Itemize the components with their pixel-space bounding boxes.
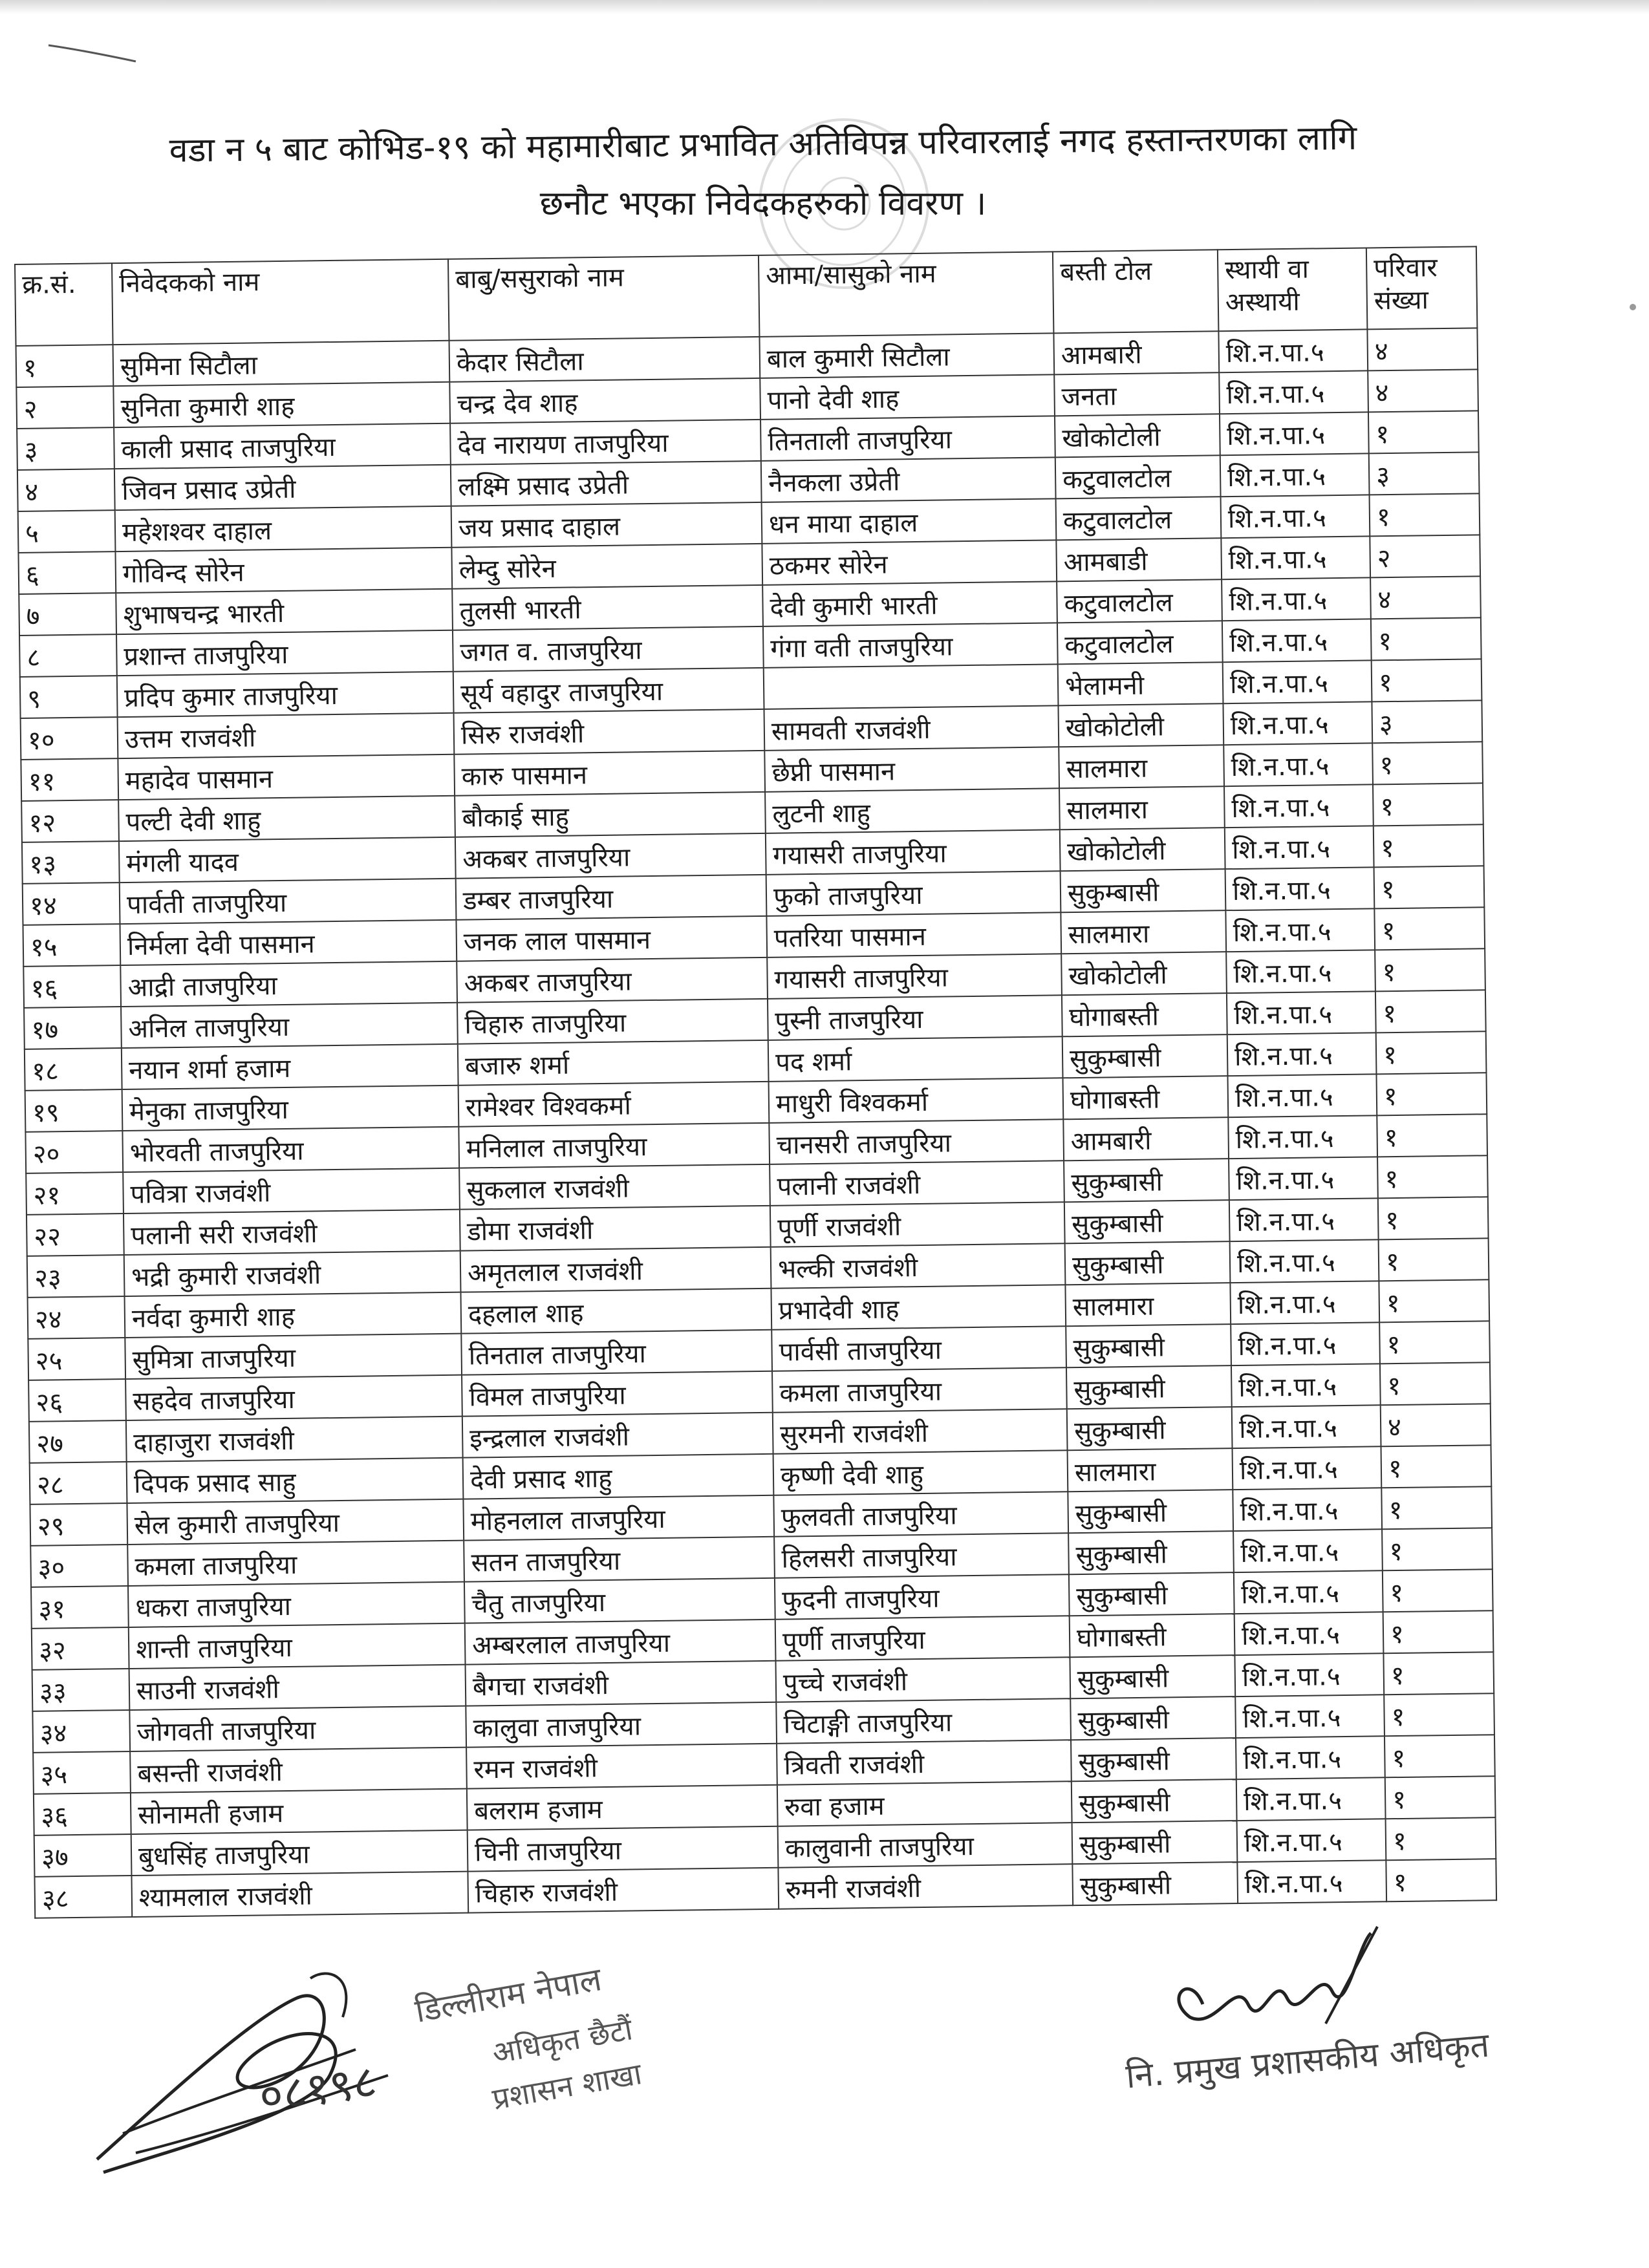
settlement-cell: कटुवालटोल bbox=[1056, 497, 1222, 540]
applicant-name-cell: धकरा ताजपुरिया bbox=[128, 1582, 465, 1627]
mother-name-cell: सुरमनी राजवंशी bbox=[773, 1409, 1068, 1454]
settlement-cell: कटुवालटोल bbox=[1057, 621, 1223, 664]
settlement-cell: सालमारा bbox=[1061, 910, 1226, 954]
settlement-cell: खोकोटोली bbox=[1058, 703, 1223, 747]
father-name-cell: अकबर ताजपुरिया bbox=[455, 833, 766, 879]
title-line-1: वडा न ५ बाट कोभिड-१९ को महामारीबाट प्रभावित अतिविपन्न परिवारलाई नगद हस्तान्तरणका लागि bbox=[169, 118, 1357, 171]
residency-cell: शि.न.पा.५ bbox=[1232, 1405, 1381, 1448]
father-name-cell: सतन ताजपुरिया bbox=[464, 1537, 775, 1582]
settlement-cell: खोकोटोली bbox=[1061, 952, 1227, 995]
residency-cell: शि.न.पा.५ bbox=[1237, 1819, 1386, 1862]
applicant-name-cell: शान्ती ताजपुरिया bbox=[129, 1623, 466, 1669]
applicant-name-cell: नर्वदा कुमारी शाह bbox=[125, 1292, 462, 1338]
father-name-cell: अमृतलाल राजवंशी bbox=[460, 1247, 771, 1292]
family-size-cell: १ bbox=[1377, 1114, 1487, 1157]
applicant-name-cell: दिपक प्रसाद साहु bbox=[127, 1458, 464, 1503]
father-name-cell: बजारु शर्मा bbox=[458, 1040, 769, 1086]
family-size-cell: १ bbox=[1379, 1279, 1489, 1322]
applicant-name-cell: कमला ताजपुरिया bbox=[127, 1541, 464, 1586]
serial-cell: १० bbox=[21, 717, 118, 760]
beneficiary-table-wrapper bbox=[14, 246, 1496, 1918]
serial-cell: १२ bbox=[21, 800, 119, 842]
family-size-cell: १ bbox=[1375, 990, 1486, 1032]
family-size-cell: १ bbox=[1373, 783, 1483, 826]
father-name-cell: दहलाल शाह bbox=[460, 1289, 771, 1334]
serial-cell: ३३ bbox=[32, 1669, 130, 1711]
mother-name-cell: कालुवानी ताजपुरिया bbox=[778, 1823, 1073, 1868]
father-name-cell: तुलसी भारती bbox=[452, 585, 763, 630]
mother-name-cell: पूर्णी राजवंशी bbox=[770, 1202, 1065, 1247]
settlement-cell: घोगाबस्ती bbox=[1062, 993, 1227, 1036]
settlement-cell: सुकुम्बासी bbox=[1066, 1365, 1232, 1409]
stamp-officer-branch: प्रशासन शाखा bbox=[490, 2056, 645, 2117]
mother-name-cell bbox=[764, 664, 1059, 709]
family-size-cell: ३ bbox=[1369, 452, 1480, 495]
serial-cell: २ bbox=[16, 386, 114, 429]
mother-name-cell: रुमनी राजवंशी bbox=[778, 1864, 1073, 1909]
applicant-name-cell: बसन्ती राजवंशी bbox=[130, 1748, 467, 1793]
residency-cell: शि.न.पा.५ bbox=[1226, 950, 1375, 993]
father-name-cell: बौकाई साहु bbox=[455, 792, 766, 837]
settlement-cell: सुकुम्बासी bbox=[1070, 1655, 1235, 1698]
serial-cell: १ bbox=[16, 345, 114, 387]
family-size-cell: १ bbox=[1372, 742, 1483, 784]
applicant-name-cell: बुधसिंह ताजपुरिया bbox=[131, 1830, 468, 1876]
serial-cell: २४ bbox=[28, 1296, 125, 1339]
settlement-cell: आमबारी bbox=[1063, 1117, 1229, 1161]
serial-cell: ८ bbox=[19, 634, 117, 677]
family-size-cell: १ bbox=[1386, 1859, 1496, 1901]
family-size-cell: १ bbox=[1377, 1155, 1488, 1198]
stamp-officer-rank: अधिकृत छैटौं bbox=[490, 2011, 636, 2071]
family-size-cell: १ bbox=[1376, 1073, 1487, 1115]
applicant-name-cell: पवित्रा राजवंशी bbox=[123, 1168, 460, 1214]
residency-cell: शि.न.पा.५ bbox=[1233, 1529, 1383, 1572]
document-heading bbox=[52, 118, 1474, 230]
father-name-cell: देवी प्रसाद शाहु bbox=[463, 1454, 774, 1499]
mother-name-cell: गयासरी ताजपुरिया bbox=[766, 829, 1061, 875]
father-name-cell: सूर्य वहादुर ताजपुरिया bbox=[453, 668, 764, 713]
family-size-cell: १ bbox=[1376, 1031, 1487, 1074]
father-name-cell: रामेश्वर विश्वकर्मा bbox=[458, 1082, 770, 1127]
settlement-cell: घोगाबस्ती bbox=[1063, 1076, 1229, 1119]
residency-cell: शि.न.पा.५ bbox=[1229, 1157, 1378, 1200]
mother-name-cell: हिलसरी ताजपुरिया bbox=[774, 1533, 1069, 1578]
settlement-cell: सुकुम्बासी bbox=[1071, 1738, 1236, 1781]
residency-cell: शि.न.पा.५ bbox=[1227, 1074, 1377, 1117]
applicant-name-cell: श्यामलाल राजवंशी bbox=[131, 1872, 468, 1917]
applicant-name-cell: सहदेव ताजपुरिया bbox=[125, 1375, 462, 1420]
mother-name-cell: तिनताली ताजपुरिया bbox=[760, 416, 1055, 461]
mother-name-cell: त्रिवती राजवंशी bbox=[777, 1740, 1072, 1785]
residency-cell: शि.न.पा.५ bbox=[1234, 1612, 1384, 1655]
father-name-cell: लक्ष्मि प्रसाद उप्रेती bbox=[451, 461, 762, 506]
mother-name-cell: छेप्नी पासमान bbox=[764, 747, 1059, 792]
stamp-officer-name: डिल्लीराम नेपाल bbox=[412, 1960, 605, 2030]
settlement-cell: सालमारा bbox=[1059, 786, 1225, 829]
serial-cell: २७ bbox=[29, 1420, 127, 1463]
residency-cell: शि.न.पा.५ bbox=[1227, 1032, 1377, 1076]
family-size-cell: ४ bbox=[1370, 576, 1481, 619]
col-header-settlement: बस्ती टोल bbox=[1053, 250, 1219, 333]
applicant-name-cell: सुमित्रा ताजपुरिया bbox=[125, 1334, 462, 1379]
family-size-cell: ४ bbox=[1368, 369, 1478, 412]
applicant-name-cell: सेल कुमारी ताजपुरिया bbox=[127, 1499, 464, 1545]
residency-cell: शि.न.पा.५ bbox=[1221, 495, 1370, 538]
applicant-name-cell: काली प्रसाद ताजपुरिया bbox=[114, 423, 451, 469]
family-size-cell: १ bbox=[1371, 617, 1482, 660]
settlement-cell: सालमारा bbox=[1068, 1448, 1233, 1492]
applicant-name-cell: पार्वती ताजपुरिया bbox=[120, 879, 457, 924]
family-size-cell: ३ bbox=[1372, 700, 1482, 743]
mother-name-cell: लुटनी शाहु bbox=[765, 788, 1060, 833]
father-name-cell: विमल ताजपुरिया bbox=[462, 1371, 773, 1417]
serial-cell: २३ bbox=[27, 1255, 125, 1298]
settlement-cell: सुकुम्बासी bbox=[1067, 1407, 1233, 1450]
settlement-cell: सुकुम्बासी bbox=[1068, 1531, 1234, 1574]
mother-name-cell: फुको ताजपुरिया bbox=[766, 871, 1061, 916]
applicant-name-cell: नयान शर्मा हजाम bbox=[122, 1044, 458, 1089]
family-size-cell: ४ bbox=[1381, 1404, 1491, 1446]
applicant-name-cell: सुनिता कुमारी शाह bbox=[113, 382, 450, 427]
father-name-cell: केदार सिटौला bbox=[449, 337, 760, 382]
residency-cell: शि.न.पा.५ bbox=[1231, 1364, 1381, 1407]
residency-cell: शि.न.पा.५ bbox=[1222, 577, 1371, 621]
mother-name-cell: बाल कुमारी सिटौला bbox=[759, 333, 1054, 378]
mother-name-cell: फुलवती ताजपुरिया bbox=[773, 1492, 1068, 1537]
family-size-cell: १ bbox=[1381, 1445, 1492, 1488]
applicant-name-cell: गोविन्द सोरेन bbox=[115, 548, 452, 593]
father-name-cell: देव नारायण ताजपुरिया bbox=[450, 420, 761, 465]
family-size-cell: १ bbox=[1374, 824, 1484, 867]
residency-cell: शि.न.पा.५ bbox=[1218, 329, 1368, 372]
family-size-cell: १ bbox=[1370, 493, 1480, 536]
family-size-cell: १ bbox=[1374, 907, 1485, 950]
applicant-name-cell: जोगवती ताजपुरिया bbox=[129, 1706, 466, 1751]
family-size-cell: १ bbox=[1368, 411, 1479, 453]
applicant-name-cell: पल्टी देवी शाहु bbox=[118, 796, 455, 841]
serial-cell: १५ bbox=[23, 924, 120, 967]
mother-name-cell: पानो देवी शाह bbox=[760, 374, 1055, 420]
serial-cell: १८ bbox=[25, 1048, 122, 1091]
mother-name-cell: पूर्णी ताजपुरिया bbox=[775, 1616, 1070, 1661]
serial-cell: ९ bbox=[20, 676, 118, 718]
serial-cell: ३७ bbox=[34, 1834, 132, 1877]
father-name-cell: इन्द्रलाल राजवंशी bbox=[462, 1413, 773, 1458]
applicant-name-cell: भद्री कुमारी राजवंशी bbox=[124, 1251, 461, 1296]
settlement-cell: सालमारा bbox=[1065, 1283, 1231, 1326]
col-header-residency: स्थायी वा अस्थायी bbox=[1218, 248, 1368, 331]
serial-cell: १९ bbox=[25, 1089, 123, 1132]
family-size-cell: १ bbox=[1379, 1238, 1489, 1281]
mother-name-cell: कृष्णी देवी शाहु bbox=[773, 1450, 1068, 1495]
residency-cell: शि.न.पा.५ bbox=[1236, 1777, 1386, 1821]
father-name-cell: जय प्रसाद दाहाल bbox=[451, 502, 762, 548]
residency-cell: शि.न.पा.५ bbox=[1221, 536, 1370, 579]
settlement-cell: आमबारी bbox=[1053, 331, 1219, 374]
father-name-cell: मनिलाल ताजपुरिया bbox=[458, 1123, 770, 1168]
applicant-name-cell: आद्री ताजपुरिया bbox=[120, 961, 457, 1007]
family-size-cell: १ bbox=[1384, 1693, 1494, 1736]
family-size-cell: १ bbox=[1374, 866, 1485, 908]
father-name-cell: लेम्दु सोरेन bbox=[451, 544, 762, 589]
title-line-2: छनौट भएका निवेदकहरुको विवरण । bbox=[539, 184, 987, 223]
settlement-cell: सुकुम्बासी bbox=[1072, 1821, 1238, 1864]
father-name-cell: डोमा राजवंशी bbox=[460, 1206, 771, 1251]
residency-cell: शि.न.पा.५ bbox=[1220, 453, 1370, 497]
applicant-name-cell: अनिल ताजपुरिया bbox=[121, 1003, 458, 1048]
father-name-cell: बैगचा राजवंशी bbox=[466, 1661, 777, 1706]
mother-name-cell: गंगा वती ताजपुरिया bbox=[763, 623, 1058, 668]
father-name-cell: अम्बरलाल ताजपुरिया bbox=[465, 1620, 776, 1665]
mother-name-cell: पुस्नी ताजपुरिया bbox=[768, 995, 1062, 1040]
serial-cell: ३१ bbox=[31, 1586, 129, 1629]
mother-name-cell: सामवती राजवंशी bbox=[764, 705, 1059, 751]
serial-cell: ३४ bbox=[32, 1710, 130, 1753]
serial-cell: ४ bbox=[17, 469, 115, 511]
residency-cell: शि.न.पा.५ bbox=[1228, 1115, 1377, 1159]
serial-cell: ३५ bbox=[33, 1751, 131, 1794]
applicant-name-cell: प्रदिप कुमार ताजपुरिया bbox=[117, 672, 454, 717]
family-size-cell: २ bbox=[1370, 535, 1480, 577]
serial-cell: २५ bbox=[28, 1338, 125, 1380]
mother-name-cell: प्रभादेवी शाह bbox=[771, 1285, 1066, 1330]
father-name-cell: कालुवा ताजपुरिया bbox=[466, 1702, 777, 1748]
col-header-mother: आमा/सासुको नाम bbox=[759, 251, 1054, 337]
father-name-cell: बलराम हजाम bbox=[467, 1785, 778, 1830]
settlement-cell: सुकुम्बासी bbox=[1072, 1779, 1237, 1823]
table-body bbox=[16, 328, 1497, 1918]
mother-name-cell: ठकमर सोरेन bbox=[762, 540, 1057, 585]
family-size-cell: १ bbox=[1379, 1321, 1490, 1364]
settlement-cell: सुकुम्बासी bbox=[1061, 869, 1226, 912]
family-size-cell: १ bbox=[1382, 1528, 1493, 1570]
father-name-cell: अकबर ताजपुरिया bbox=[457, 957, 768, 1003]
serial-cell: १३ bbox=[22, 841, 120, 884]
col-header-applicant: निवेदकको नाम bbox=[112, 259, 449, 345]
serial-cell: १७ bbox=[24, 1007, 122, 1049]
serial-cell: ३ bbox=[17, 427, 114, 470]
mother-name-cell: पलानी राजवंशी bbox=[770, 1161, 1064, 1206]
family-size-cell: ४ bbox=[1367, 328, 1478, 370]
settlement-cell: जनता bbox=[1054, 372, 1220, 416]
applicant-name-cell: निर्मला देवी पासमान bbox=[120, 920, 457, 965]
serial-cell: २९ bbox=[30, 1503, 127, 1546]
mother-name-cell: रुवा हजाम bbox=[777, 1781, 1072, 1826]
serial-cell: १६ bbox=[23, 965, 121, 1008]
mother-name-cell: पद शर्मा bbox=[768, 1036, 1063, 1082]
father-name-cell: चिनी ताजपुरिया bbox=[468, 1826, 779, 1872]
applicant-name-cell: पलानी सरी राजवंशी bbox=[124, 1210, 460, 1255]
mother-name-cell: भल्की राजवंशी bbox=[771, 1243, 1066, 1289]
settlement-cell: कटुवालटोल bbox=[1057, 579, 1222, 623]
applicant-name-cell: दाहाजुरा राजवंशी bbox=[126, 1417, 463, 1462]
residency-cell: शि.न.पा.५ bbox=[1233, 1446, 1382, 1490]
settlement-cell: भेलामनी bbox=[1058, 662, 1223, 705]
handwritten-date: ०८१९८ bbox=[255, 2054, 380, 2124]
family-size-cell: १ bbox=[1385, 1735, 1495, 1777]
settlement-cell: घोगाबस्ती bbox=[1070, 1614, 1235, 1657]
family-size-cell: १ bbox=[1375, 948, 1485, 991]
family-size-cell: १ bbox=[1381, 1486, 1492, 1529]
serial-cell: २१ bbox=[26, 1172, 124, 1215]
serial-cell: २६ bbox=[28, 1379, 126, 1422]
residency-cell: शि.न.पा.५ bbox=[1234, 1570, 1383, 1614]
father-name-cell: तिनताल ताजपुरिया bbox=[461, 1330, 772, 1375]
residency-cell: शि.न.पा.५ bbox=[1237, 1860, 1386, 1903]
applicant-name-cell: साउनी राजवंशी bbox=[129, 1665, 466, 1710]
beneficiary-table bbox=[14, 246, 1497, 1918]
margin-dot bbox=[1630, 304, 1636, 310]
family-size-cell: १ bbox=[1383, 1652, 1494, 1695]
residency-cell: शि.न.पा.५ bbox=[1223, 660, 1372, 703]
serial-cell: ३६ bbox=[34, 1793, 131, 1835]
serial-cell: २८ bbox=[30, 1462, 127, 1504]
mother-name-cell: माधुरी विश्वकर्मा bbox=[769, 1078, 1064, 1123]
father-name-cell: मोहनलाल ताजपुरिया bbox=[463, 1495, 774, 1541]
settlement-cell: सुकुम्बासी bbox=[1069, 1572, 1234, 1616]
mother-name-cell: पुच्चे राजवंशी bbox=[775, 1657, 1070, 1702]
father-name-cell: रमन राजवंशी bbox=[466, 1744, 777, 1789]
serial-cell: ५ bbox=[18, 510, 116, 553]
family-size-cell: १ bbox=[1385, 1776, 1496, 1819]
applicant-name-cell: महादेव पासमान bbox=[118, 754, 455, 800]
family-size-cell: १ bbox=[1386, 1817, 1496, 1860]
applicant-name-cell: उत्तम राजवंशी bbox=[118, 713, 455, 758]
col-header-serial: क्र.सं. bbox=[15, 263, 113, 346]
settlement-cell: सुकुम्बासी bbox=[1062, 1034, 1228, 1078]
mother-name-cell: गयासरी ताजपुरिया bbox=[767, 954, 1062, 999]
serial-cell: २२ bbox=[27, 1214, 124, 1256]
applicant-name-cell: सुमिना सिटौला bbox=[113, 341, 450, 386]
settlement-cell: सुकुम्बासी bbox=[1065, 1241, 1231, 1285]
serial-cell: ६ bbox=[18, 551, 116, 594]
settlement-cell: सालमारा bbox=[1059, 745, 1224, 788]
father-name-cell: जनक लाल पासमान bbox=[456, 916, 767, 961]
mother-name-cell: पतरिया पासमान bbox=[766, 912, 1061, 957]
mother-name-cell: चानसरी ताजपुरिया bbox=[769, 1119, 1064, 1164]
signatory-title: नि. प्रमुख प्रशासकीय अधिकृत bbox=[1124, 2026, 1491, 2097]
family-size-cell: १ bbox=[1383, 1610, 1494, 1653]
mother-name-cell: चिटाङ्गी ताजपुरिया bbox=[776, 1698, 1071, 1744]
residency-cell: शि.न.पा.५ bbox=[1230, 1281, 1379, 1324]
father-name-cell: चन्द्र देव शाह bbox=[449, 378, 760, 423]
residency-cell: शि.न.पा.५ bbox=[1224, 784, 1374, 828]
applicant-name-cell: मंगली यादव bbox=[119, 837, 456, 883]
serial-cell: १४ bbox=[23, 883, 120, 925]
residency-cell: शि.न.पा.५ bbox=[1225, 867, 1375, 910]
residency-cell: शि.न.पा.५ bbox=[1220, 412, 1369, 455]
residency-cell: शि.न.पा.५ bbox=[1227, 991, 1376, 1034]
residency-cell: शि.न.पा.५ bbox=[1230, 1239, 1379, 1283]
serial-cell: ३२ bbox=[32, 1627, 129, 1670]
father-name-cell: चिहारु राजवंशी bbox=[468, 1868, 779, 1913]
serial-cell: २० bbox=[25, 1131, 123, 1173]
serial-cell: ११ bbox=[21, 758, 118, 801]
settlement-cell: सुकुम्बासी bbox=[1068, 1490, 1233, 1533]
father-name-cell: चिहारु ताजपुरिया bbox=[457, 999, 768, 1044]
residency-cell: शि.न.पा.५ bbox=[1235, 1695, 1385, 1738]
settlement-cell: सुकुम्बासी bbox=[1066, 1324, 1231, 1367]
residency-cell: शि.न.पा.५ bbox=[1225, 908, 1375, 952]
residency-cell: शि.न.पा.५ bbox=[1236, 1736, 1385, 1779]
family-size-cell: १ bbox=[1383, 1569, 1493, 1612]
pen-mark bbox=[45, 39, 142, 65]
serial-cell: ३० bbox=[30, 1545, 128, 1587]
settlement-cell: सुकुम्बासी bbox=[1072, 1862, 1238, 1905]
scan-edge-shadow bbox=[0, 0, 1649, 14]
applicant-name-cell: जिवन प्रसाद उप्रेती bbox=[114, 465, 451, 510]
residency-cell: शि.न.पा.५ bbox=[1229, 1198, 1379, 1241]
residency-cell: शि.न.पा.५ bbox=[1231, 1322, 1380, 1365]
applicant-name-cell: सोनामती हजाम bbox=[131, 1789, 468, 1834]
mother-name-cell: फुदनी ताजपुरिया bbox=[775, 1574, 1070, 1620]
mother-name-cell: देवी कुमारी भारती bbox=[762, 581, 1057, 626]
residency-cell: शि.न.पा.५ bbox=[1223, 743, 1373, 786]
residency-cell: शि.न.पा.५ bbox=[1222, 619, 1372, 662]
applicant-name-cell: शुभाषचन्द्र भारती bbox=[116, 589, 453, 634]
applicant-name-cell: मेनुका ताजपुरिया bbox=[122, 1086, 459, 1131]
serial-cell: ७ bbox=[19, 593, 116, 636]
family-size-cell: १ bbox=[1372, 659, 1482, 701]
settlement-cell: खोकोटोली bbox=[1055, 414, 1220, 457]
settlement-cell: सुकुम्बासी bbox=[1070, 1696, 1236, 1740]
family-size-cell: १ bbox=[1380, 1362, 1491, 1405]
residency-cell: शि.न.पा.५ bbox=[1219, 370, 1368, 414]
applicant-name-cell: महेशश्वर दाहाल bbox=[115, 506, 452, 551]
settlement-cell: खोकोटोली bbox=[1060, 828, 1225, 871]
father-name-cell: चैतु ताजपुरिया bbox=[464, 1578, 775, 1623]
mother-name-cell: नैनकला उप्रेती bbox=[761, 457, 1056, 502]
settlement-cell: सुकुम्बासी bbox=[1064, 1159, 1229, 1202]
applicant-name-cell: भोरवती ताजपुरिया bbox=[122, 1127, 459, 1172]
residency-cell: शि.न.पा.५ bbox=[1234, 1653, 1384, 1696]
col-header-family-size: परिवार संख्या bbox=[1366, 246, 1478, 329]
serial-cell: ३८ bbox=[34, 1876, 132, 1918]
applicant-name-cell: प्रशान्त ताजपुरिया bbox=[116, 630, 453, 676]
father-name-cell: कारु पासमान bbox=[454, 751, 765, 796]
family-size-cell: १ bbox=[1378, 1197, 1489, 1239]
father-name-cell: जगत व. ताजपुरिया bbox=[453, 626, 764, 672]
father-name-cell: सुकलाल राजवंशी bbox=[459, 1164, 770, 1210]
mother-name-cell: धन माया दाहाल bbox=[762, 498, 1057, 544]
residency-cell: शि.न.पा.५ bbox=[1225, 826, 1374, 869]
settlement-cell: कटुवालटोल bbox=[1055, 455, 1221, 498]
residency-cell: शि.न.पा.५ bbox=[1223, 701, 1372, 745]
mother-name-cell: कमला ताजपुरिया bbox=[772, 1367, 1067, 1413]
settlement-cell: सुकुम्बासी bbox=[1064, 1200, 1230, 1243]
settlement-cell: आमबाडी bbox=[1056, 538, 1222, 581]
father-name-cell: सिरु राजवंशी bbox=[454, 709, 765, 754]
father-name-cell: डम्बर ताजपुरिया bbox=[456, 875, 767, 920]
residency-cell: शि.न.पा.५ bbox=[1233, 1488, 1382, 1531]
col-header-father: बाबु/ससुराको नाम bbox=[448, 255, 760, 341]
mother-name-cell: पार्वसी ताजपुरिया bbox=[771, 1326, 1066, 1371]
